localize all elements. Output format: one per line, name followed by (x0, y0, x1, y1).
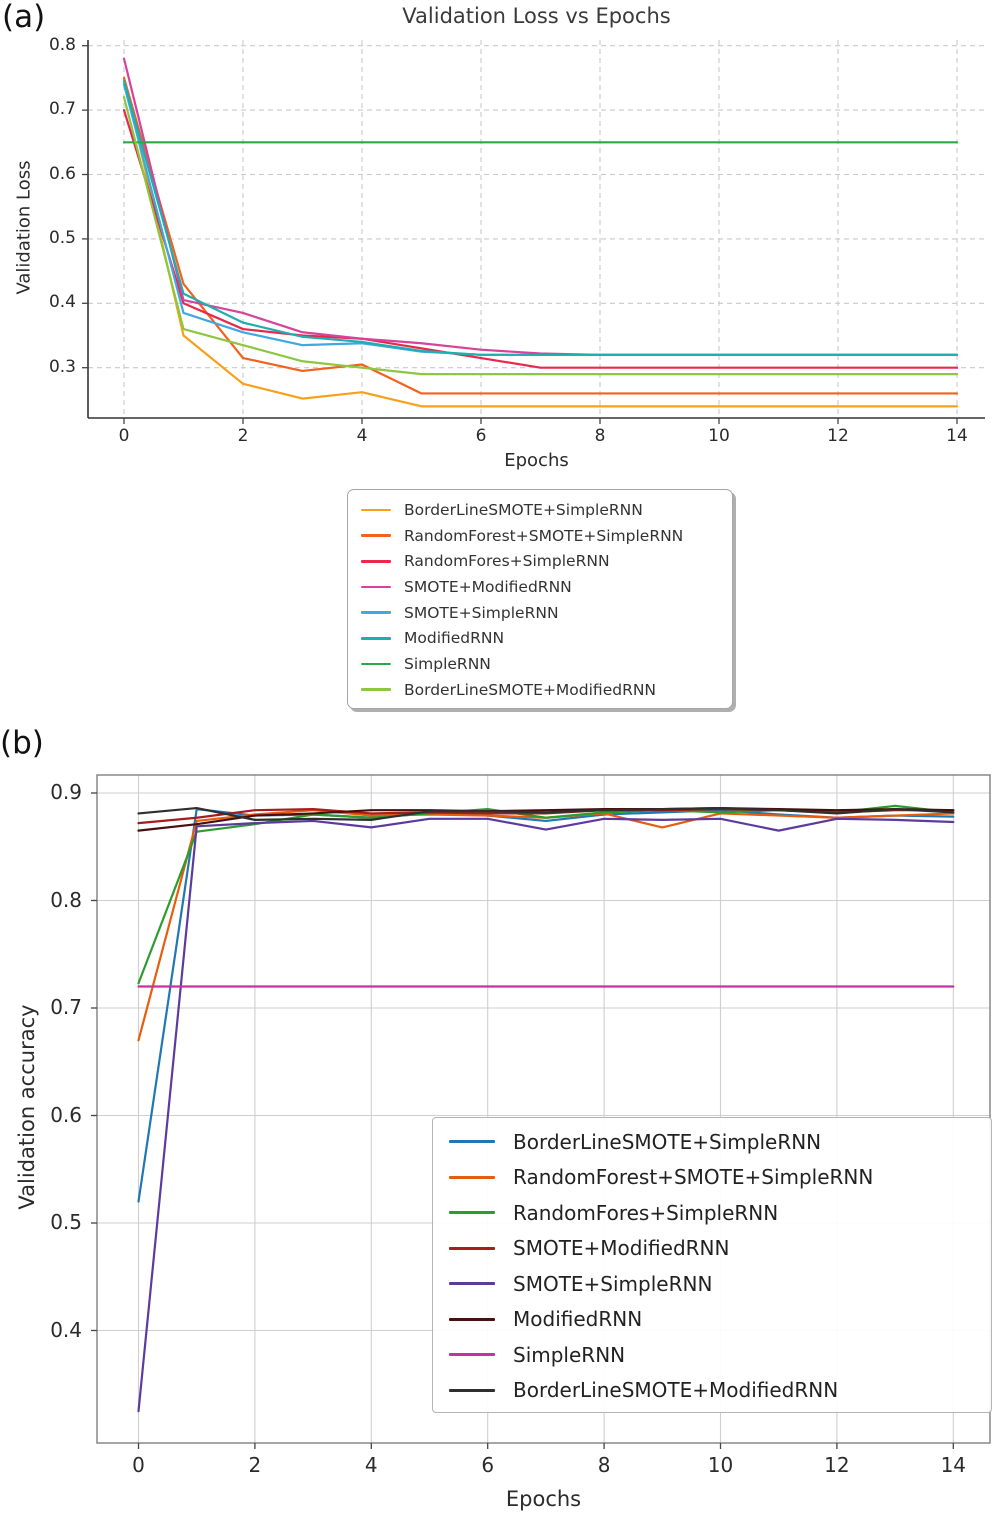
legend-label: RandomForest+SMOTE+SimpleRNN (404, 526, 684, 545)
chart-a-x-tick-label: 12 (827, 426, 849, 446)
legend-item (449, 1373, 991, 1409)
chart-a-y-tick-label: 0.6 (48, 163, 76, 184)
legend-swatch (361, 637, 391, 640)
legend-label: BorderLineSMOTE+ModifiedRNN (404, 680, 657, 699)
chart-a-y-tick-label: 0.4 (48, 292, 76, 313)
chart-a-y-tick-label: 0.3 (48, 356, 76, 377)
chart-a-x-tick-label: 14 (946, 426, 968, 446)
chart-b-x-tick-label: 4 (364, 1453, 378, 1477)
legend-swatch (449, 1211, 495, 1214)
legend-label: RandomFores+SimpleRNN (404, 552, 610, 571)
legend-label: BorderLineSMOTE+ModifiedRNN (513, 1378, 839, 1403)
legend-item (449, 1195, 991, 1231)
legend-item (449, 1337, 991, 1373)
chart-b-x-tick-label: 8 (597, 1453, 611, 1477)
panel-label-b: (b) (0, 725, 44, 761)
chart-a-x-tick-label: 8 (594, 426, 606, 446)
legend-label: SMOTE+SimpleRNN (404, 603, 559, 622)
chart-a-x-tick-label: 4 (356, 426, 368, 446)
legend-item (449, 1302, 991, 1338)
legend-swatch (449, 1389, 495, 1392)
chart-a-x-tick-label: 10 (708, 426, 730, 446)
legend-item (361, 625, 732, 651)
panel-label-a: (a) (2, 0, 46, 35)
chart-b-x-tick-label: 14 (940, 1453, 967, 1477)
legend-swatch (361, 611, 391, 614)
legend-label: SMOTE+ModifiedRNN (513, 1236, 730, 1261)
chart-a-y-tick-label: 0.8 (48, 34, 76, 55)
chart-b-legend (432, 1117, 992, 1413)
legend-item (449, 1160, 991, 1196)
chart-a-x-tick-label: 6 (475, 426, 487, 446)
legend-swatch (449, 1282, 495, 1285)
legend-swatch (361, 586, 391, 589)
legend-item (449, 1231, 991, 1267)
chart-b-x-tick-label: 2 (248, 1453, 262, 1477)
chart-b-x-tick-label: 0 (132, 1453, 145, 1477)
chart-a-y-axis-label: Validation Loss (13, 160, 35, 295)
chart-b-x-axis-label: Epochs (505, 1487, 582, 1511)
legend-swatch (449, 1353, 495, 1356)
legend-label: BorderLineSMOTE+SimpleRNN (404, 500, 643, 519)
legend-item (361, 523, 732, 549)
chart-a-title: Validation Loss vs Epochs (402, 4, 671, 28)
legend-label: BorderLineSMOTE+SimpleRNN (513, 1129, 822, 1154)
legend-item (361, 677, 732, 703)
chart-a-x-axis-label: Epochs (504, 450, 569, 471)
chart-b-y-tick-label: 0.9 (50, 780, 82, 804)
chart-b-x-tick-label: 10 (707, 1453, 734, 1477)
chart-b-y-axis-label: Validation accuracy (15, 1004, 39, 1210)
legend-swatch (449, 1247, 495, 1250)
legend-label: SimpleRNN (404, 654, 491, 673)
legend-label: RandomForest+SMOTE+SimpleRNN (513, 1165, 874, 1190)
legend-label: SMOTE+ModifiedRNN (404, 577, 572, 596)
chart-a-x-tick-label: 0 (118, 426, 130, 446)
legend-swatch (361, 560, 391, 563)
chart-b-x-tick-label: 12 (824, 1453, 850, 1477)
series-line-SMOTE+ModifiedRNN (124, 59, 957, 355)
series-line-RandomFores+SimpleRNN (139, 806, 954, 983)
legend-item (361, 651, 732, 677)
legend-label: SimpleRNN (513, 1342, 626, 1367)
chart-a-x-tick-label: 2 (237, 426, 249, 446)
chart-b-y-tick-label: 0.4 (50, 1317, 82, 1342)
legend-item (361, 548, 732, 574)
chart-a-y-tick-label: 0.7 (48, 99, 76, 120)
legend-label: ModifiedRNN (513, 1307, 643, 1332)
legend-item (449, 1266, 991, 1302)
chart-a-y-tick-label: 0.5 (48, 227, 76, 248)
series-line-BorderLineSMOTE+SimpleRNN (124, 78, 957, 406)
legend-swatch (449, 1176, 495, 1179)
legend-swatch (361, 534, 391, 537)
chart-b-y-tick-label: 0.5 (50, 1210, 82, 1234)
legend-swatch (361, 663, 391, 666)
legend-label: SMOTE+SimpleRNN (513, 1271, 713, 1296)
chart-b-y-tick-label: 0.7 (50, 995, 82, 1019)
legend-item (361, 497, 732, 523)
chart-a-legend (347, 489, 733, 709)
legend-item (449, 1124, 991, 1160)
chart-b-y-tick-label: 0.8 (50, 887, 82, 912)
legend-swatch (361, 688, 391, 691)
legend-label: RandomFores+SimpleRNN (513, 1200, 779, 1225)
legend-label: ModifiedRNN (404, 629, 505, 648)
legend-item (361, 574, 732, 600)
series-line-RandomForest+SMOTE+SimpleRNN (139, 810, 954, 1040)
legend-item (361, 600, 732, 626)
legend-swatch (449, 1318, 495, 1321)
legend-swatch (361, 509, 391, 512)
legend-swatch (449, 1140, 495, 1143)
chart-b-x-tick-label: 6 (481, 1453, 495, 1477)
chart-b-y-tick-label: 0.6 (50, 1102, 82, 1127)
